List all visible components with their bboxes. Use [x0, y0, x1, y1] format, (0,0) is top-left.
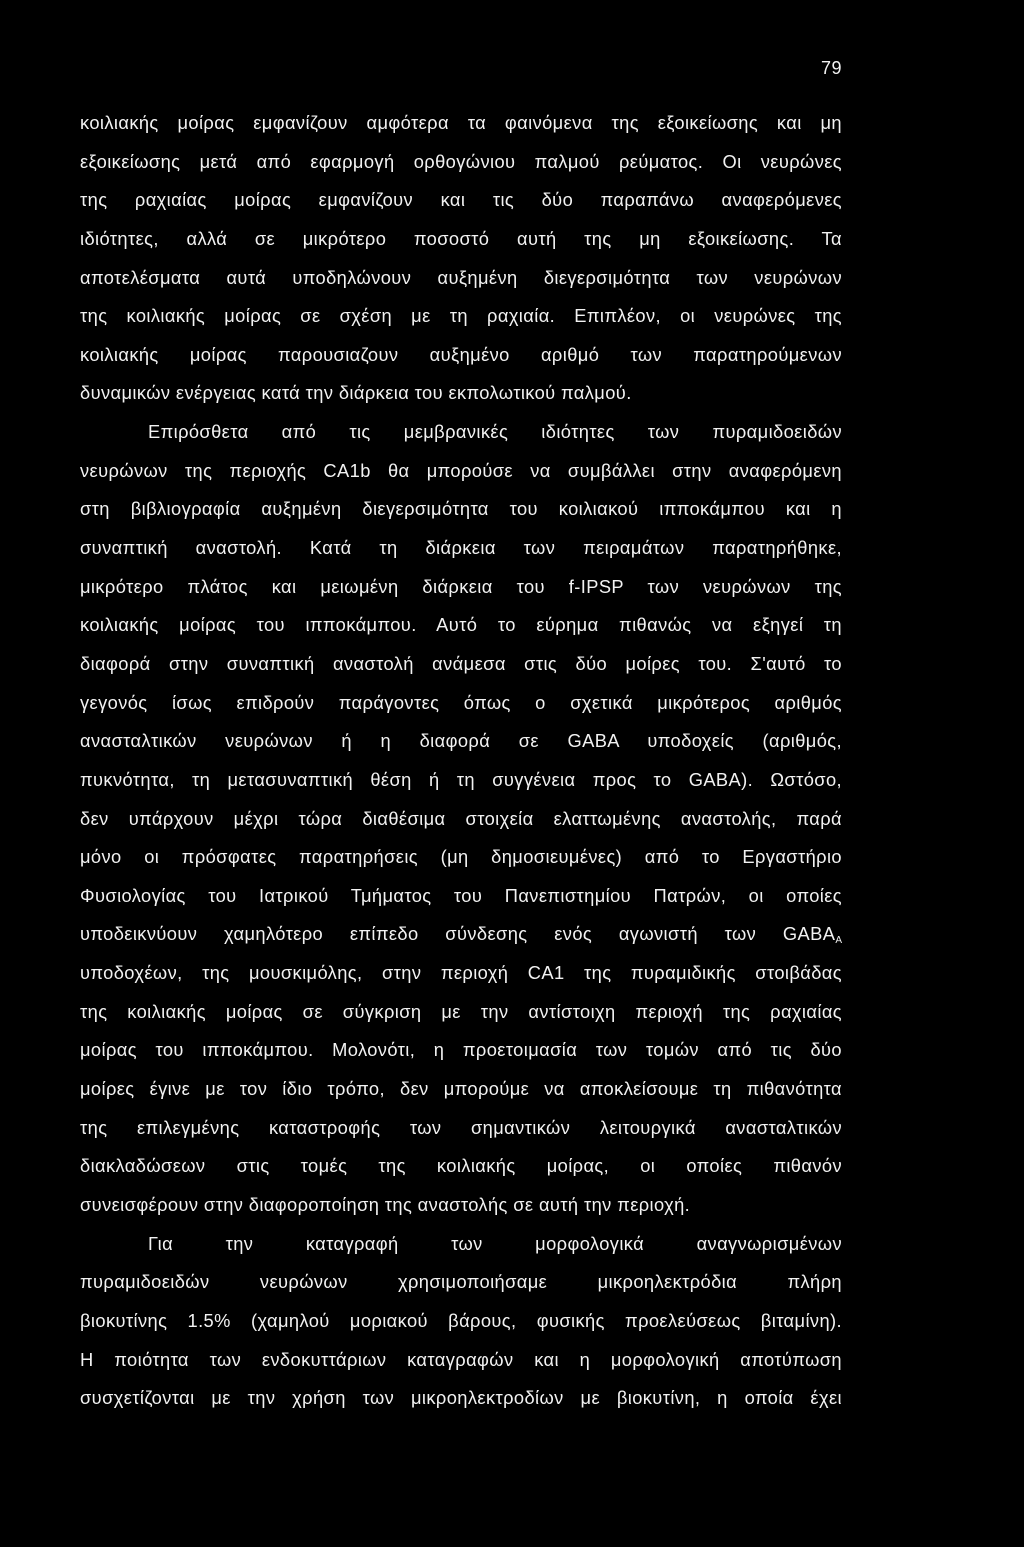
text-line: συσχετίζονται με την χρήση των μικροηλεκτροδίων με βιοκυτίνη, η οποία έχει [80, 1387, 842, 1409]
text-line-content: υποδεικνύουν χαμηλότερο επίπεδο σύνδεσης ενός αγωνιστή των GABA [80, 923, 836, 945]
text-line: της κοιλιακής μοίρας σε σχέση με τη ραχιαία. Επιπλέον, οι νευρώνες της [80, 305, 842, 327]
text-line: της κοιλιακής μοίρας σε σύγκριση με την αντίστοιχη περιοχή της ραχιαίας [80, 1000, 842, 1022]
text-line: διαφορά στην συναπτική αναστολή ανάμεσα στις δύο μοίρες του. Σ'αυτό το [80, 652, 842, 674]
text-line: βιοκυτίνης 1.5% (χαμηλού μοριακού βάρους, φυσικής προελεύσεως βιταμίνη). [80, 1309, 842, 1331]
text-line: κοιλιακής μοίρας εμφανίζουν αμφότερα τα φαινόμενα της εξοικείωσης και μη [80, 112, 842, 133]
text-line: δυναμικών ενέργειας κατά την διάρκεια του εκπολωτικού παλμού. [80, 382, 632, 404]
text-line: μόνο οι πρόσφατες παρατηρήσεις (μη δημοσιευμένες) από το Εργαστήριο [80, 846, 842, 868]
text-line [80, 915, 842, 954]
text-line: κοιλιακής μοίρας του ιπποκάμπου. Αυτό το εύρημα πιθανώς να εξηγεί τη [80, 614, 842, 636]
text-line: Για την καταγραφή των μορφολογικά αναγνωρισμένων [148, 1232, 842, 1254]
text-line: κοιλιακής μοίρας παρουσιαζουν αυξημένο αριθμό των παρατηρούμενων [80, 343, 842, 365]
body-text [80, 104, 842, 1418]
text-line: της ραχιαίας μοίρας εμφανίζουν και τις δύο παραπάνω αναφερόμενες [80, 189, 842, 211]
text-line: πυραμιδοειδών νευρώνων χρησιμοποιήσαμε μικροηλεκτρόδια πλήρη [80, 1271, 842, 1293]
page-number: 79 [820, 58, 842, 78]
text-line: δεν υπάρχουν μέχρι τώρα διαθέσιμα στοιχεία ελαττωμένης αναστολής, παρά [80, 807, 842, 829]
text-line: συνεισφέρουν στην διαφοροποίηση της αναστολής σε αυτή την περιοχή. [80, 1193, 691, 1215]
text-line: νευρώνων της περιοχής CA1b θα μπορούσε να συμβάλλει στην αναφερόμενη [80, 459, 842, 481]
text-line: εξοικείωσης μετά από εφαρμογή ορθογώνιου παλμού ρεύματος. Οι νευρώνες [80, 150, 842, 172]
subscript-a: A [835, 935, 842, 947]
text-line: διακλαδώσεων στις τομές της κοιλιακής μοίρας, οι οποίες πιθανόν [80, 1155, 842, 1177]
text-line: Επιρόσθετα από τις μεμβρανικές ιδιότητες των πυραμιδοειδών [148, 421, 842, 443]
text-line: συναπτική αναστολή. Κατά τη διάρκεια των πειραμάτων παρατηρήθηκε, [80, 537, 842, 559]
text-line: μοίρες έγινε με τον ίδιο τρόπο, δεν μπορούμε να αποκλείσουμε τη πιθανότητα [80, 1078, 842, 1100]
text-line: της επιλεγμένης καταστροφής των σημαντικών λειτουργικά ανασταλτικών [80, 1116, 842, 1138]
text-line: πυκνότητα, τη μετασυναπτική θέση ή τη συγγένεια προς το GABA). Ωστόσο, [80, 768, 842, 790]
text-line: αποτελέσματα αυτά υποδηλώνουν αυξημένη διεγερσιμότητα των νευρώνων [80, 266, 842, 288]
text-line: Η ποιότητα των ενδοκυττάριων καταγραφών και η μορφολογική αποτύπωση [80, 1348, 842, 1370]
text-line: μοίρας του ιπποκάμπου. Μολονότι, η προετοιμασία των τομών από τις δύο [80, 1039, 842, 1061]
text-line: γεγονός ίσως επιδρούν παράγοντες όπως ο σχετικά μικρότερος αριθμός [80, 691, 842, 713]
text-line: Φυσιολογίας του Ιατρικού Τμήματος του Πανεπιστημίου Πατρών, οι οποίες [80, 884, 842, 906]
text-line: ανασταλτικών νευρώνων ή η διαφορά σε GABA υποδοχείς (αριθμός, [80, 730, 842, 752]
text-line: στη βιβλιογραφία αυξημένη διεγερσιμότητα του κοιλιακού ιπποκάμπου και η [80, 498, 842, 520]
text-line: μικρότερο πλάτος και μειωμένη διάρκεια του f-IPSP των νευρώνων της [80, 575, 842, 597]
text-line: υποδοχέων, της μουσκιμόλης, στην περιοχή CA1 της πυραμιδικής στοιβάδας [80, 962, 842, 984]
text-line: ιδιότητες, αλλά σε μικρότερο ποσοστό αυτή της μη εξοικείωσης. Τα [80, 227, 842, 249]
